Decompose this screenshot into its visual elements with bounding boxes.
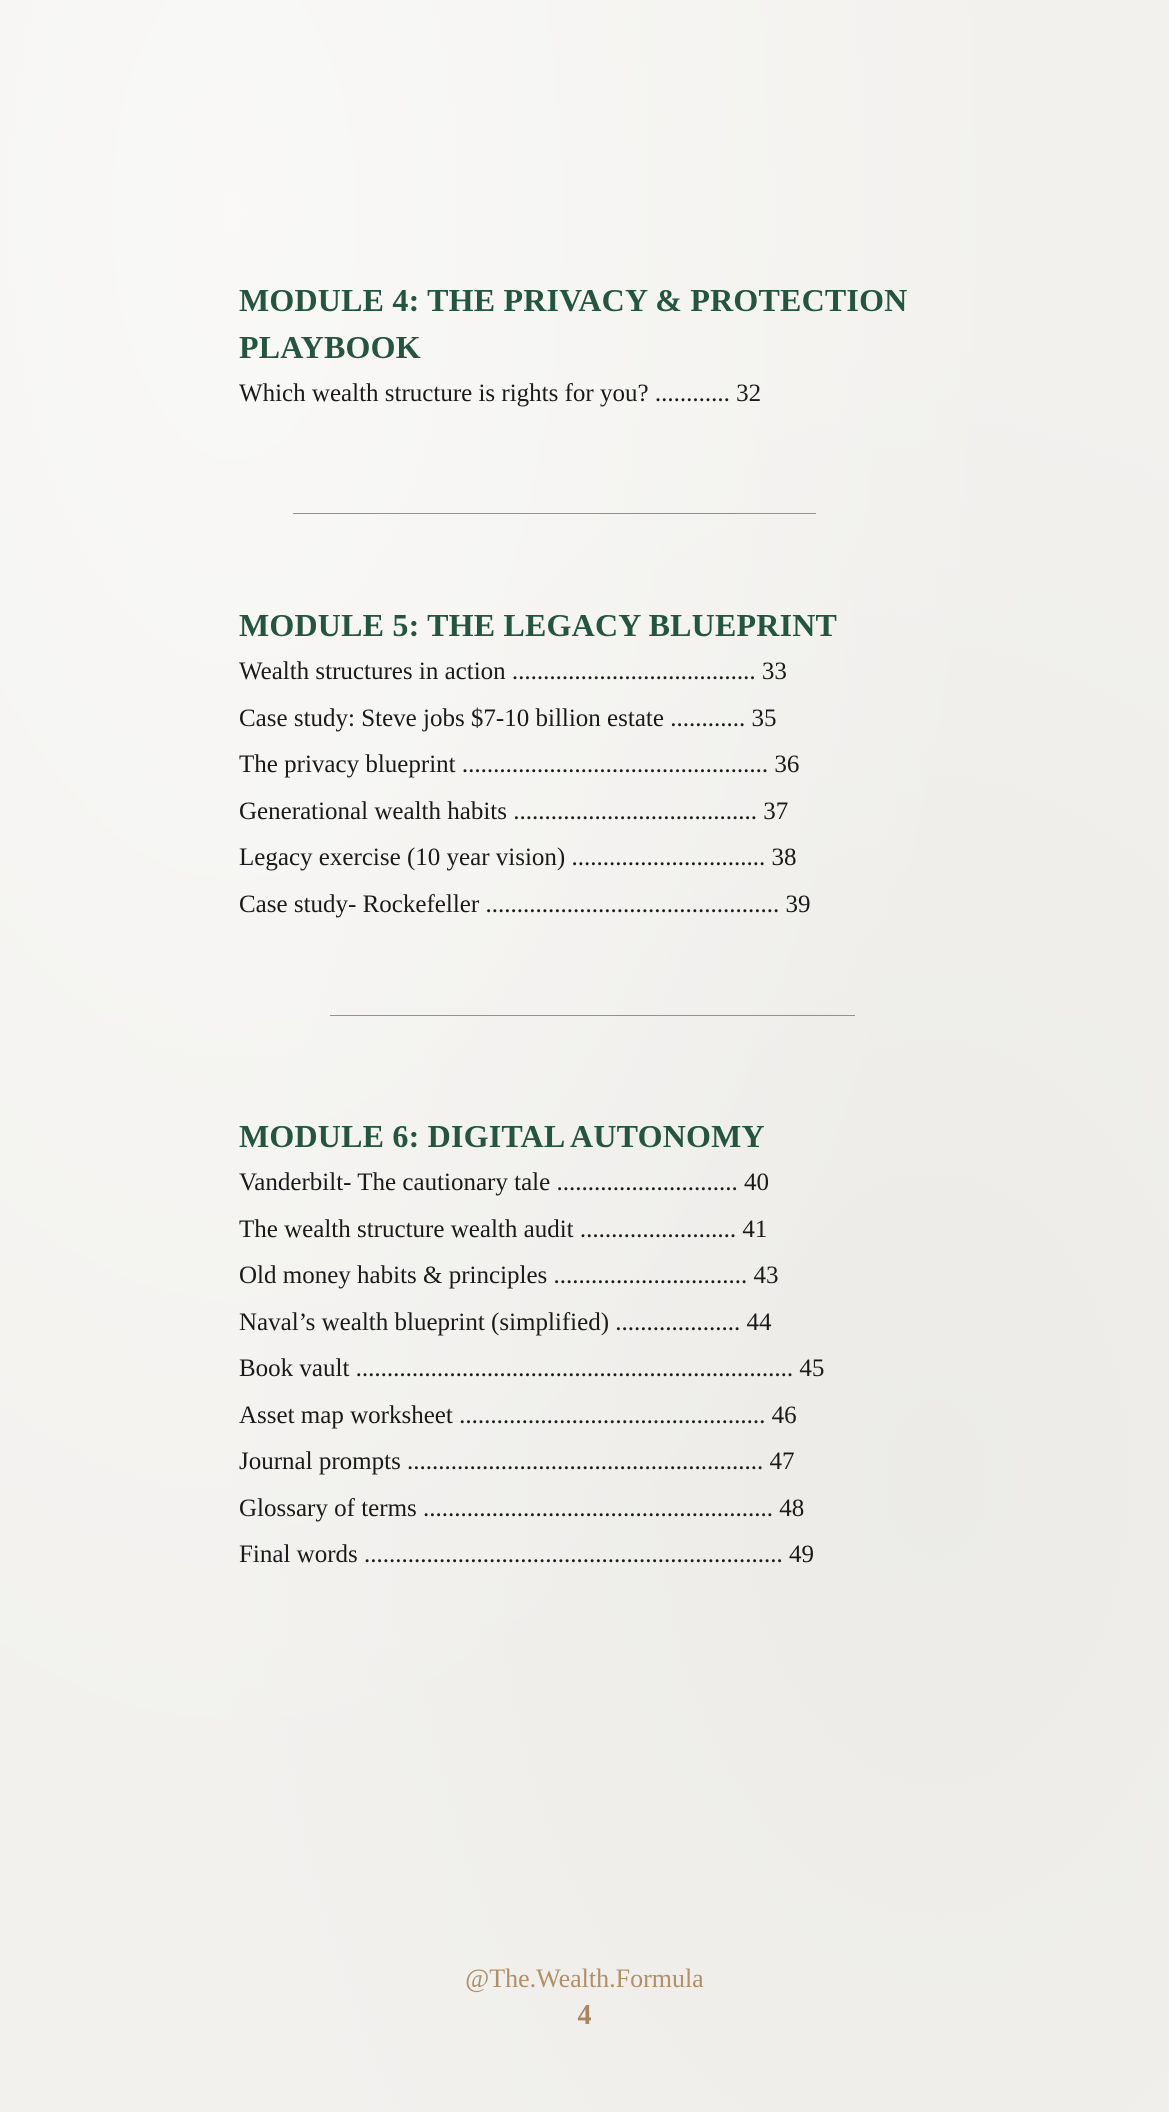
toc-entry [239,742,959,789]
toc-leader-dots: ............................... [565,844,772,871]
toc-entry-label: Which wealth structure is rights for you? [239,380,649,407]
toc-entry-page: 32 [736,380,762,407]
toc-entry-page: 35 [751,704,777,732]
section-divider-2 [330,1015,855,1016]
module-5-section [239,602,959,928]
toc-leader-dots: .................... [609,1308,747,1336]
page-number: 4 [577,2000,592,2031]
toc-entry-page: 48 [779,1494,805,1522]
toc-leader-dots: ................................................. [455,751,775,778]
module-4-toc [239,371,959,418]
toc-entry-label: Final words [239,1541,358,1568]
toc-entry-label: Vanderbilt- The cautionary tale [239,1169,551,1196]
toc-entry [239,371,959,418]
toc-entry [239,1346,959,1393]
toc-leader-dots: ............................................... [479,890,786,918]
toc-entry-page: 41 [742,1215,768,1243]
module-4-title: MODULE 4: THE PRIVACY & PROTECTION PLAYBOOK [239,282,908,365]
toc-entry [239,1253,959,1300]
toc-entry-label: Case study: Steve jobs $7-10 billion estate [239,704,664,732]
toc-entry-label: Wealth structures in action [239,658,506,685]
toc-entry [239,649,959,696]
toc-entry [239,1300,959,1347]
toc-entry-page: 37 [763,797,789,825]
module-6-section [239,1113,959,1579]
module-6-toc [239,1160,959,1579]
toc-entry-page: 46 [771,1401,797,1429]
toc-entry-label: Journal prompts [239,1448,401,1475]
toc-entry-label: Case study- Rockefeller [239,890,480,918]
toc-leader-dots: ................................................................... [357,1541,789,1568]
toc-leader-dots: ............ [648,380,737,407]
toc-entry-label: Naval’s wealth blueprint (simplified) [239,1308,610,1336]
toc-entry-page: 38 [771,844,797,871]
module-5-toc [239,649,959,928]
toc-entry-label: Generational wealth habits [239,797,507,825]
toc-entry [239,696,959,743]
toc-entry-page: 39 [785,890,811,918]
toc-entry-label: The privacy blueprint [239,751,456,778]
toc-entry-page: 45 [799,1355,825,1382]
toc-leader-dots: ................................................. [452,1401,772,1429]
toc-entry-label: The wealth structure wealth audit [239,1215,574,1243]
toc-leader-dots: ............................... [547,1262,754,1289]
toc-leader-dots: ...................................................................... [349,1355,800,1382]
toc-leader-dots: ....................................... [505,658,762,685]
toc-entry-label: Old money habits & principles [239,1262,548,1289]
toc-leader-dots: ............ [663,704,752,732]
toc-entry [239,882,959,929]
toc-entry-page: 33 [761,658,787,685]
toc-entry [239,1393,959,1440]
toc-entry [239,1532,959,1579]
footer-handle: @The.Wealth.Formula [465,1964,704,1993]
module-6-title: MODULE 6: DIGITAL AUTONOMY [239,1118,765,1154]
toc-leader-dots: ......................... [573,1215,743,1243]
toc-entry-page: 49 [789,1541,814,1568]
module-5-title: MODULE 5: THE LEGACY BLUEPRINT [239,607,838,643]
toc-entry-page: 43 [753,1262,779,1289]
toc-entry-label: Glossary of terms [239,1494,417,1522]
toc-leader-dots: ....................................... [506,797,764,825]
toc-entry-page: 47 [769,1448,795,1475]
toc-leader-dots: ............................. [550,1169,744,1196]
toc-entry [239,1207,959,1254]
toc-entry-page: 40 [743,1169,769,1196]
module-4-section [239,277,959,418]
toc-entry [239,1439,959,1486]
toc-entry-label: Legacy exercise (10 year vision) [239,844,566,871]
toc-entry-page: 36 [774,751,800,778]
toc-entry-label: Book vault [239,1355,350,1382]
toc-entry-page: 44 [746,1308,772,1336]
section-divider-1 [293,513,816,514]
toc-entry-label: Asset map worksheet [239,1401,453,1429]
toc-entry [239,1160,959,1207]
toc-entry [239,789,959,836]
toc-entry [239,1486,959,1533]
toc-entry [239,835,959,882]
toc-leader-dots: ......................................................... [400,1448,770,1475]
toc-leader-dots: ........................................................ [416,1494,780,1522]
